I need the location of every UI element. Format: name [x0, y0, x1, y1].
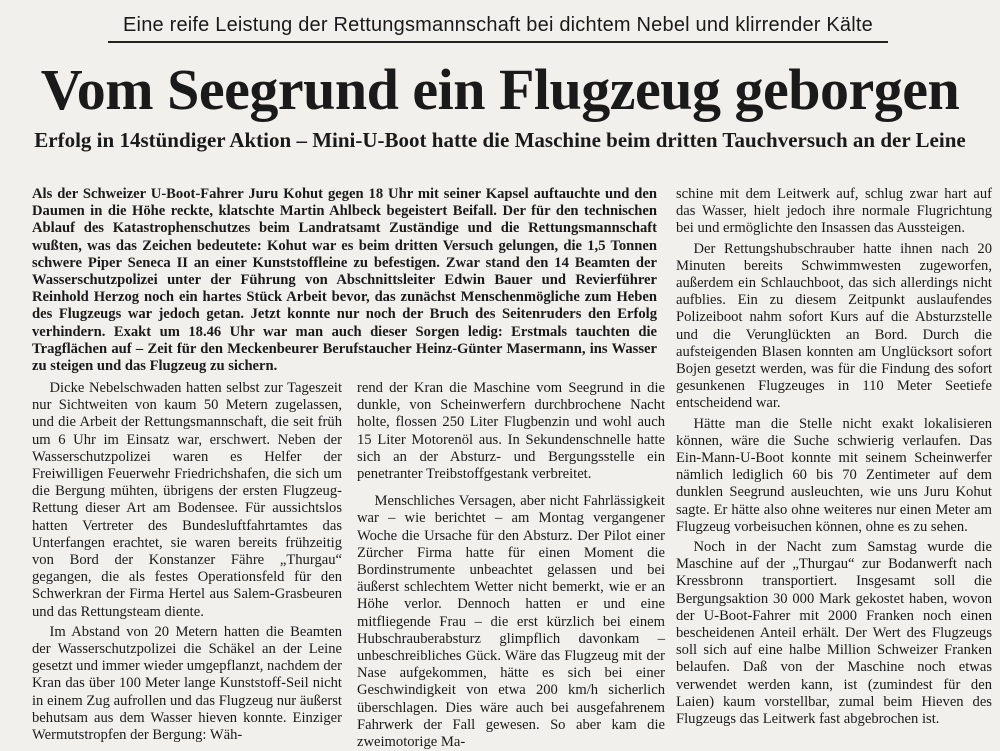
col3-paragraph: Hätte man die Stelle nicht exakt lokalisieren können, wäre die Suche schwierig verlaufen. Das Ein-Mann-U-Boot konnte mit seinem Scheinwerfer nämlich lediglich 60 bis 70 Zentimeter auf dem dunklen Seegrund ausleuchten, wie uns Juru Kohut sagte. Er hätte also ohne weiteres nur einen Meter am Flugzeug vorbeisuchen können, ohne es zu sehen.	[676, 415, 992, 535]
column-2	[357, 380, 665, 751]
kicker-line: Eine reife Leistung der Rettungsmannschaft bei dichtem Nebel und klirrender Kälte	[108, 14, 888, 43]
headline: Vom Seegrund ein Flugzeug geborgen	[40, 57, 960, 122]
col3-paragraph: Noch in der Nacht zum Samstag wurde die Maschine auf der „Thurgau“ zur Bodanwerft nach Kressbronn transportiert. Insgesamt soll die Bergungsaktion 30 000 Mark gekostet haben, wovon der U-Boot-Fahrer mit 2000 Franken noch einen bescheidenen Anteil erhält. Der Wert des Flugzeugs soll sich auf eine halbe Million Schweizer Franken belaufen. Daß von der Maschine noch etwas verwendet werden kann, ist (zumindest für den Laien) kaum vorstellbar, zumal beim Hieven des Flugzeugs das Leitwerk fast abgebrochen ist.	[676, 539, 992, 728]
col2-paragraph: rend der Kran die Maschine vom Seegrund in die dunkle, von Scheinwerfern durchbrochene Nacht holte, flossen 250 Liter Flugbenzin und wohl auch 15 Liter Motorenöl aus. In Sekundenschnelle hatte sich an der Absturz- und Bergungsstelle ein penetranter Treibstoffgestank verbreitet.	[357, 380, 665, 483]
col1-paragraph: Dicke Nebelschwaden hatten selbst zur Tageszeit nur Sichtweiten von kaum 50 Metern zugelassen, und die Arbeit der Rettungsmannschaft, die seit früh um 6 Uhr im Einsatz war, erschwert. Neben der Wasserschutzpolizei waren es Helfer der Freiwilligen Feuerwehr Friedrichshafen, die sich um die Bergung mühten, übrigens der ersten Flugzeug-Rettung dieser Art am Bodensee. Für aussichtslos hatten Vertreter des Bundesluftfahrtamtes das Unterfangen erachtet, sie waren bereits frühzeitig von Bord der Konstanzer Fähre „Thurgau“ gegangen, die als festes Operationsfeld für den Schwerkran der Firma Hertel aus Salem-Grasbeuren und das Rettungsteam diente.	[32, 380, 342, 620]
col2-paragraph: Menschliches Versagen, aber nicht Fahrlässigkeit war – wie berichtet – am Montag vergangener Woche die Ursache für den Absturz. Der Pilot einer Zürcher Firma hatte für einen Moment die Bordinstrumente unbeachtet gelassen und bei äußerst schlechtem Wetter nicht bemerkt, wie er an Höhe verlor. Dennoch hatten er und eine mitfliegende Frau – die erst kürzlich bei einem Hubschrauberabsturz glimpflich davonkam – unbeschreibliches Gück. Wäre das Flugzeug mit der Nase aufgekommen, hätte es sich bei einer Geschwindigkeit von etwa 200 km/h sicherlich überschlagen. Dies wäre auch bei ausgefahrenem Fahrwerk der Fall gewesen. So aber kam die zweimotorige Ma-	[357, 493, 665, 751]
column-3	[676, 186, 992, 742]
col3-paragraph: schine mit dem Leitwerk auf, schlug zwar hart auf das Wasser, hielt jedoch ihre normale Flugrichtung bei und ermöglichte den Insassen das Aussteigen.	[676, 186, 992, 237]
col1-paragraph: Im Abstand von 20 Metern hatten die Beamten der Wasserschutzpolizei die Schäkel an der Leine gesetzt und immer wieder umgepflanzt, nachdem der Kran das über 100 Meter lange Kunststoff-Seil nicht in einem Zug aufrollen und das Flugzeug nur äußerst behutsam aus dem Wasser hieven konnte. Einziger Wermutstropfen der Bergung: Wäh-	[32, 623, 342, 744]
col3-paragraph: Der Rettungshubschrauber hatte ihnen nach 20 Minuten bereits Schwimmwesten zugeworfen, außerdem ein Schlauchboot, das sich allerdings nicht aufblies. Ein zu diesem Zeitpunkt auslaufendes Polizeiboot nahm sofort Kurs auf die Absturzstelle und die Verunglückten an Bord. Durch die aufsteigenden Blasen konnten am Unglücksort sofort Bojen gesetzt werden, was für die Findung des sofort gesunkenen Flugzeuges in 110 Meter Seetiefe entscheidend war.	[676, 240, 992, 412]
subheadline: Erfolg in 14stündiger Aktion – Mini-U-Boot hatte die Maschine beim dritten Tauchversuch an der Leine	[34, 128, 966, 152]
lead-text: Als der Schweizer U-Boot-Fahrer Juru Kohut gegen 18 Uhr mit seiner Kapsel auftauchte und den Daumen in die Höhe reckte, klatschte Martin Ahlbeck begeistert Beifall. Der für den technischen Ablauf des Katastrophenschutzes beim Landratsamt Zuständige und die Rettungsmannschaft wußten, was das Zeichen bedeutete: Kohut war es beim dritten Versuch gelungen, die 1,5 Tonnen schwere Piper Seneca II an einer Kunststoffleine zu befestigen. Zwar stand den 14 Beamten der Wasserschutzpolizei unter der Führung von Abschnittsleiter Edwin Bauer und Revierführer Reinhold Herzog noch ein hartes Stück Arbeit bevor, das zunächst Menschenmögliche zum Heben des Flugzeugs war jedoch getan. Jetzt konnte nur noch der Bruch des Seitenruders den Erfolg verhindern. Exakt um 18.46 Uhr war man auch dieser Sorgen ledig: Erstmals tauchten die Tragflächen auf – Zeit für den Meckenbeurer Berufstaucher Heinz-Günter Masermann, ins Wasser zu steigen und das Flugzeug zu sichern.	[32, 186, 657, 375]
column-1	[32, 380, 342, 742]
lead-paragraph	[32, 186, 657, 375]
